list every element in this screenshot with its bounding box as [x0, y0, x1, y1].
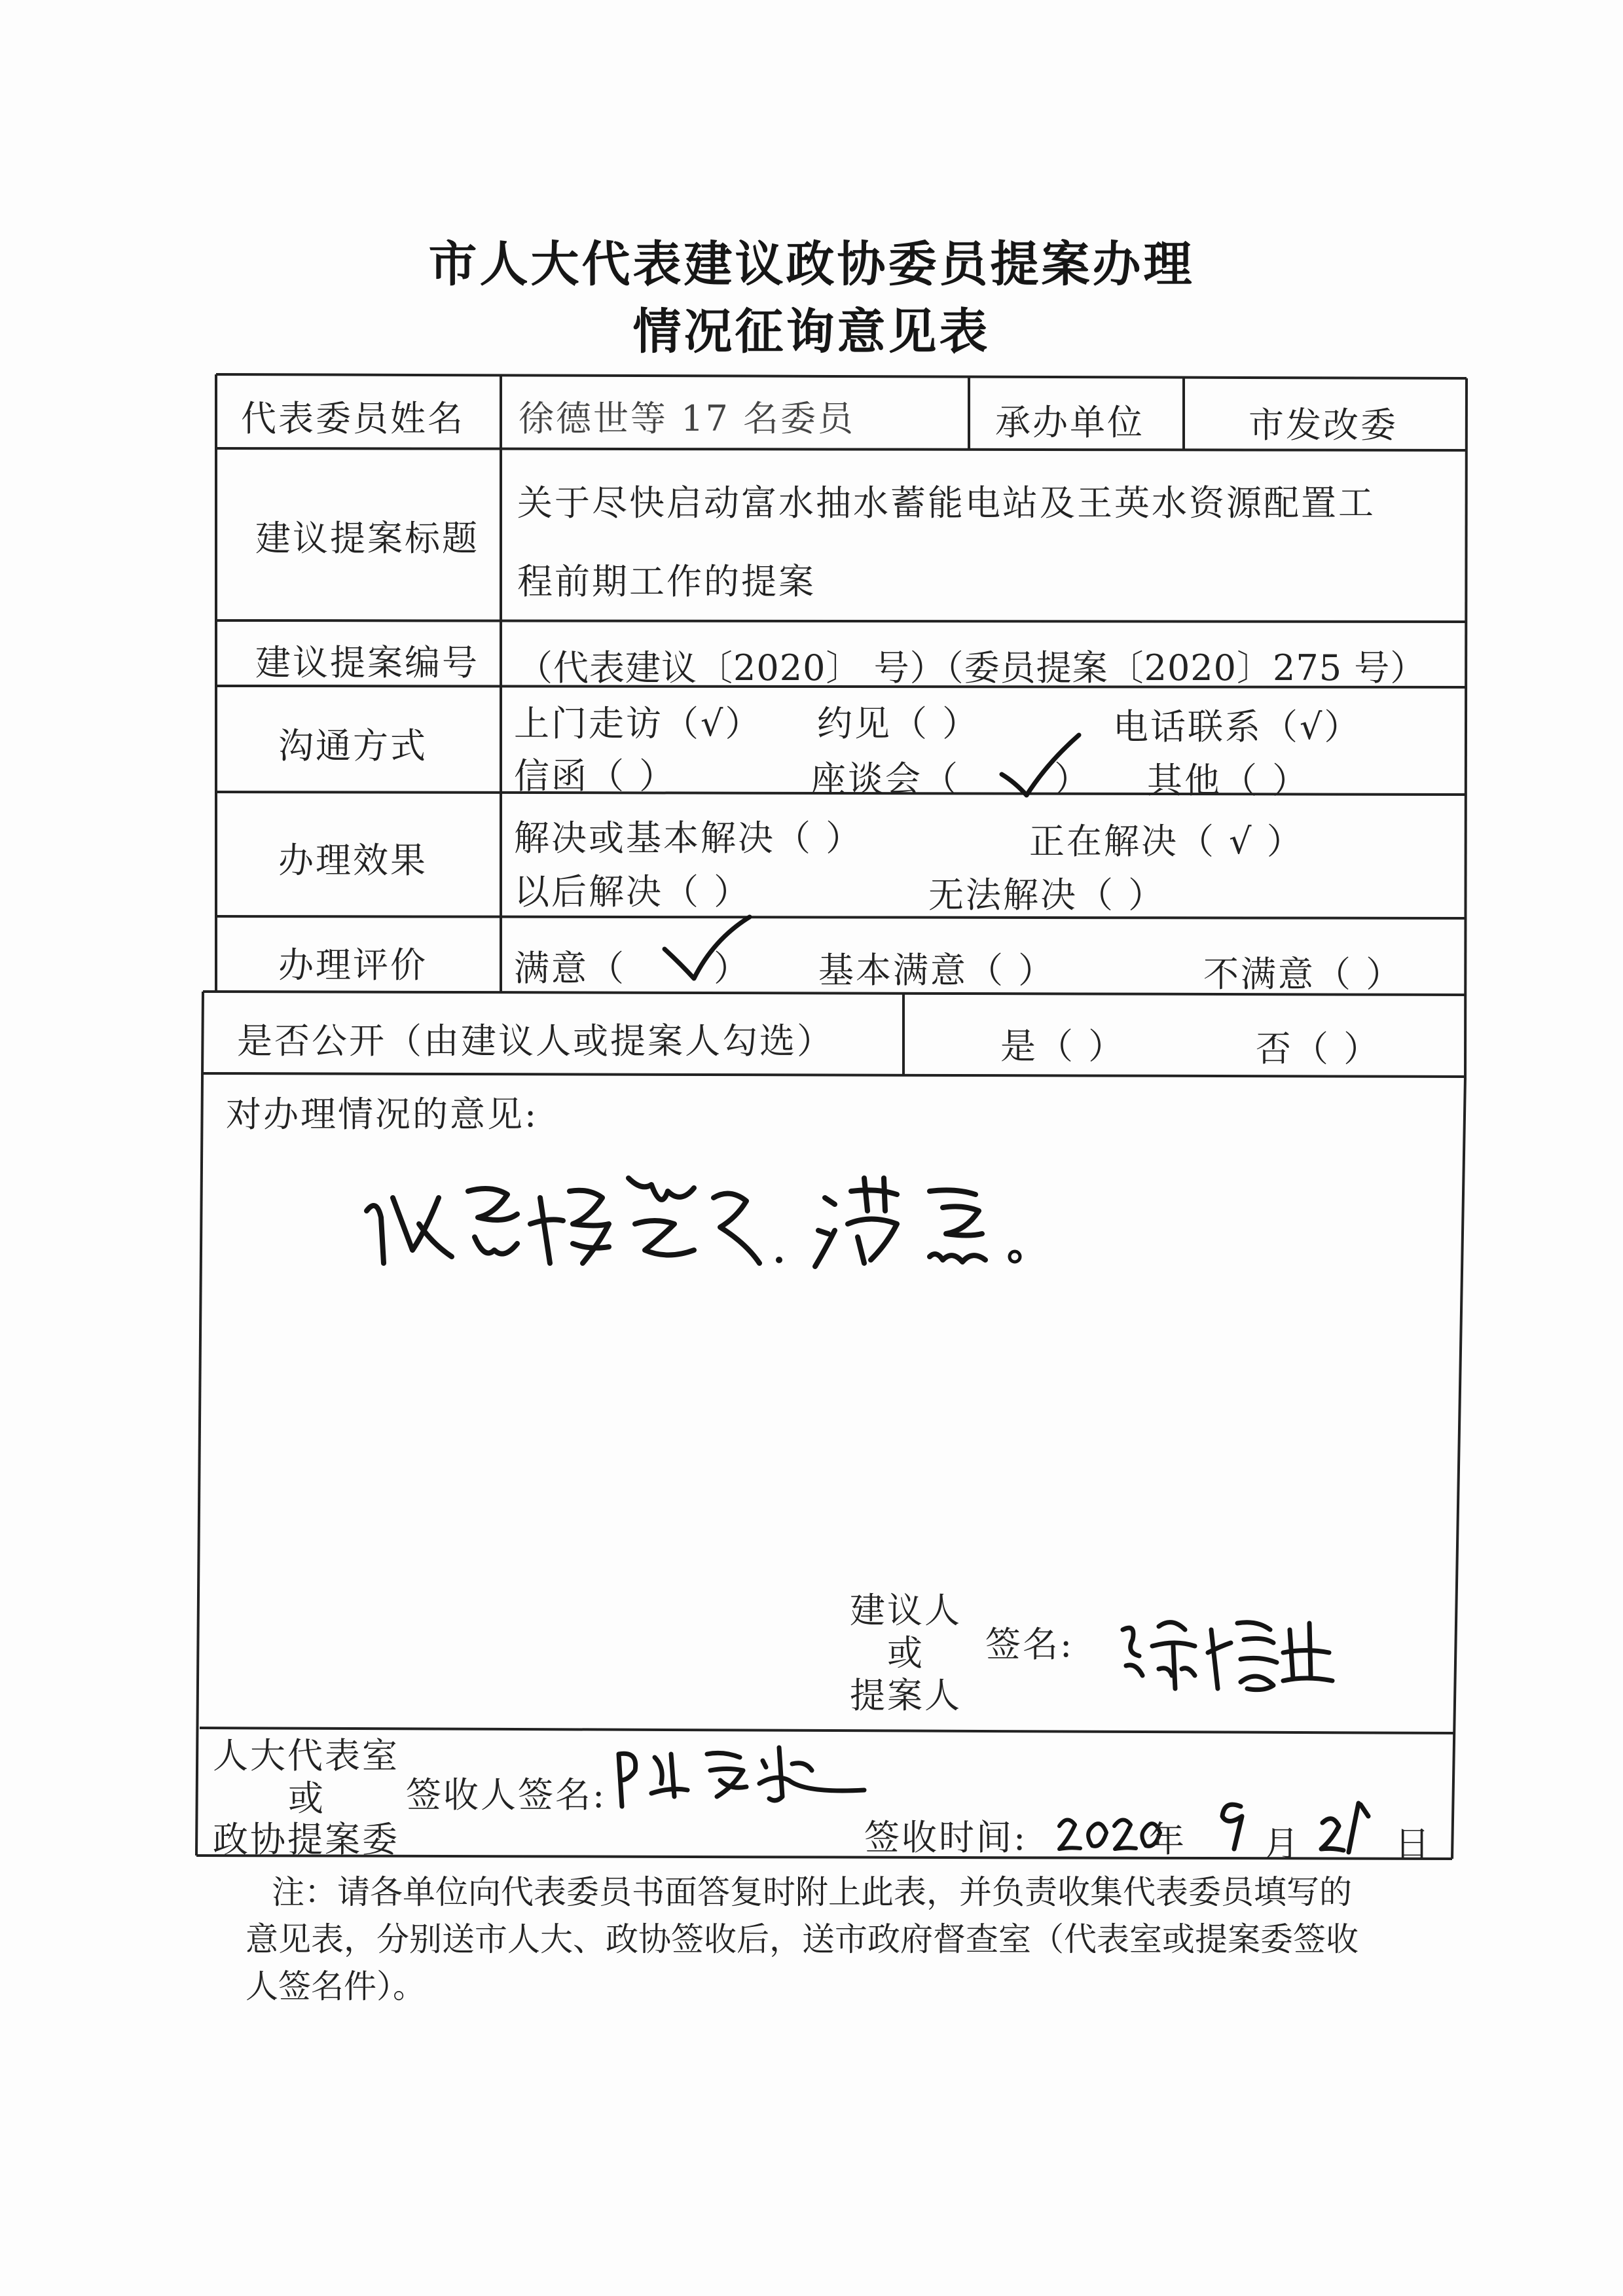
- contact-letter: 信函（ ）: [514, 755, 677, 797]
- eval-label: 办理评价: [278, 944, 428, 986]
- receiver-sign-label: 签收人签名:: [406, 1774, 607, 1816]
- proposer-label-3: 提案人: [850, 1675, 962, 1716]
- unit-value: 市发改委: [1249, 404, 1398, 446]
- effect-unsolvable: 无法解决（ ）: [928, 874, 1166, 916]
- opinion-label: 对办理情况的意见:: [226, 1094, 539, 1135]
- contact-forum-close: ）: [1054, 759, 1091, 800]
- public-yes: 是（ ）: [1000, 1026, 1126, 1067]
- footnote: 注：请各单位向代表委员书面答复时附上此表，并负责收集代表委员填写的意见表，分别送市人大、政协签收后，送市政府督查室（代表室或提案委签收人签名件）。: [246, 1873, 1359, 2005]
- unit-label: 承办单位: [995, 402, 1144, 443]
- receive-month-handwritten: [1214, 1793, 1254, 1852]
- form-title-line2: 情况征询意见表: [632, 304, 991, 360]
- subject-line2: 程前期工作的提案: [517, 561, 816, 602]
- proposer-label-1: 建议人: [850, 1590, 962, 1631]
- contact-appointment: 约见（ ）: [817, 703, 980, 744]
- number-value: （代表建议〔2020〕 号）（委员提案〔2020〕275 号）: [517, 647, 1427, 689]
- office-label-3: 政协提案委: [213, 1819, 399, 1860]
- eval-unsatisfied: 不满意（ ）: [1203, 954, 1404, 995]
- contact-forum: 座谈会（: [811, 759, 960, 800]
- contact-visit: 上门走访（√）: [514, 703, 763, 744]
- effect-label: 办理效果: [278, 840, 428, 881]
- receive-day-char: 日: [1395, 1823, 1432, 1865]
- opinion-handwriting: [354, 1152, 1087, 1276]
- effect-solving: 正在解决（ √ ）: [1029, 821, 1304, 862]
- eval-satisfied-close: ）: [714, 948, 751, 989]
- contact-label: 沟通方式: [278, 725, 428, 766]
- form-title-line1: 市人大代表建议政协委员提案办理: [428, 236, 1195, 293]
- office-label-2: 或: [288, 1778, 325, 1819]
- proposer-label-2: 或: [887, 1632, 924, 1674]
- eval-basic: 基本满意（ ）: [818, 950, 1056, 991]
- eval-satisfied: 满意（: [514, 948, 626, 989]
- proposer-sign-label: 签名:: [985, 1624, 1074, 1665]
- public-label: 是否公开（由建议人或提案人勾选）: [237, 1020, 834, 1062]
- contact-other: 其他（ ）: [1147, 760, 1310, 801]
- receive-time-label: 签收时间:: [864, 1817, 1028, 1858]
- effect-solved: 解决或基本解决（ ）: [514, 817, 864, 859]
- receiver-signature-image: [609, 1734, 871, 1813]
- name-label: 代表委员姓名: [241, 398, 465, 439]
- office-label-1: 人大代表室: [213, 1735, 399, 1776]
- receive-day-handwritten: [1316, 1797, 1381, 1856]
- receive-month-char: 月: [1264, 1823, 1301, 1865]
- contact-phone: 电话联系（√）: [1113, 706, 1362, 747]
- proposer-signature-image: [1113, 1604, 1336, 1695]
- receive-year-char: 年: [1149, 1819, 1186, 1860]
- number-label: 建议提案编号: [255, 642, 479, 683]
- public-no: 否（ ）: [1256, 1028, 1381, 1069]
- subject-label: 建议提案标题: [255, 518, 479, 559]
- subject-line1: 关于尽快启动富水抽水蓄能电站及王英水资源配置工: [517, 482, 1376, 524]
- name-value: 徐德世等 17 名委员: [519, 398, 856, 439]
- effect-later: 以后解决（ ）: [514, 871, 752, 912]
